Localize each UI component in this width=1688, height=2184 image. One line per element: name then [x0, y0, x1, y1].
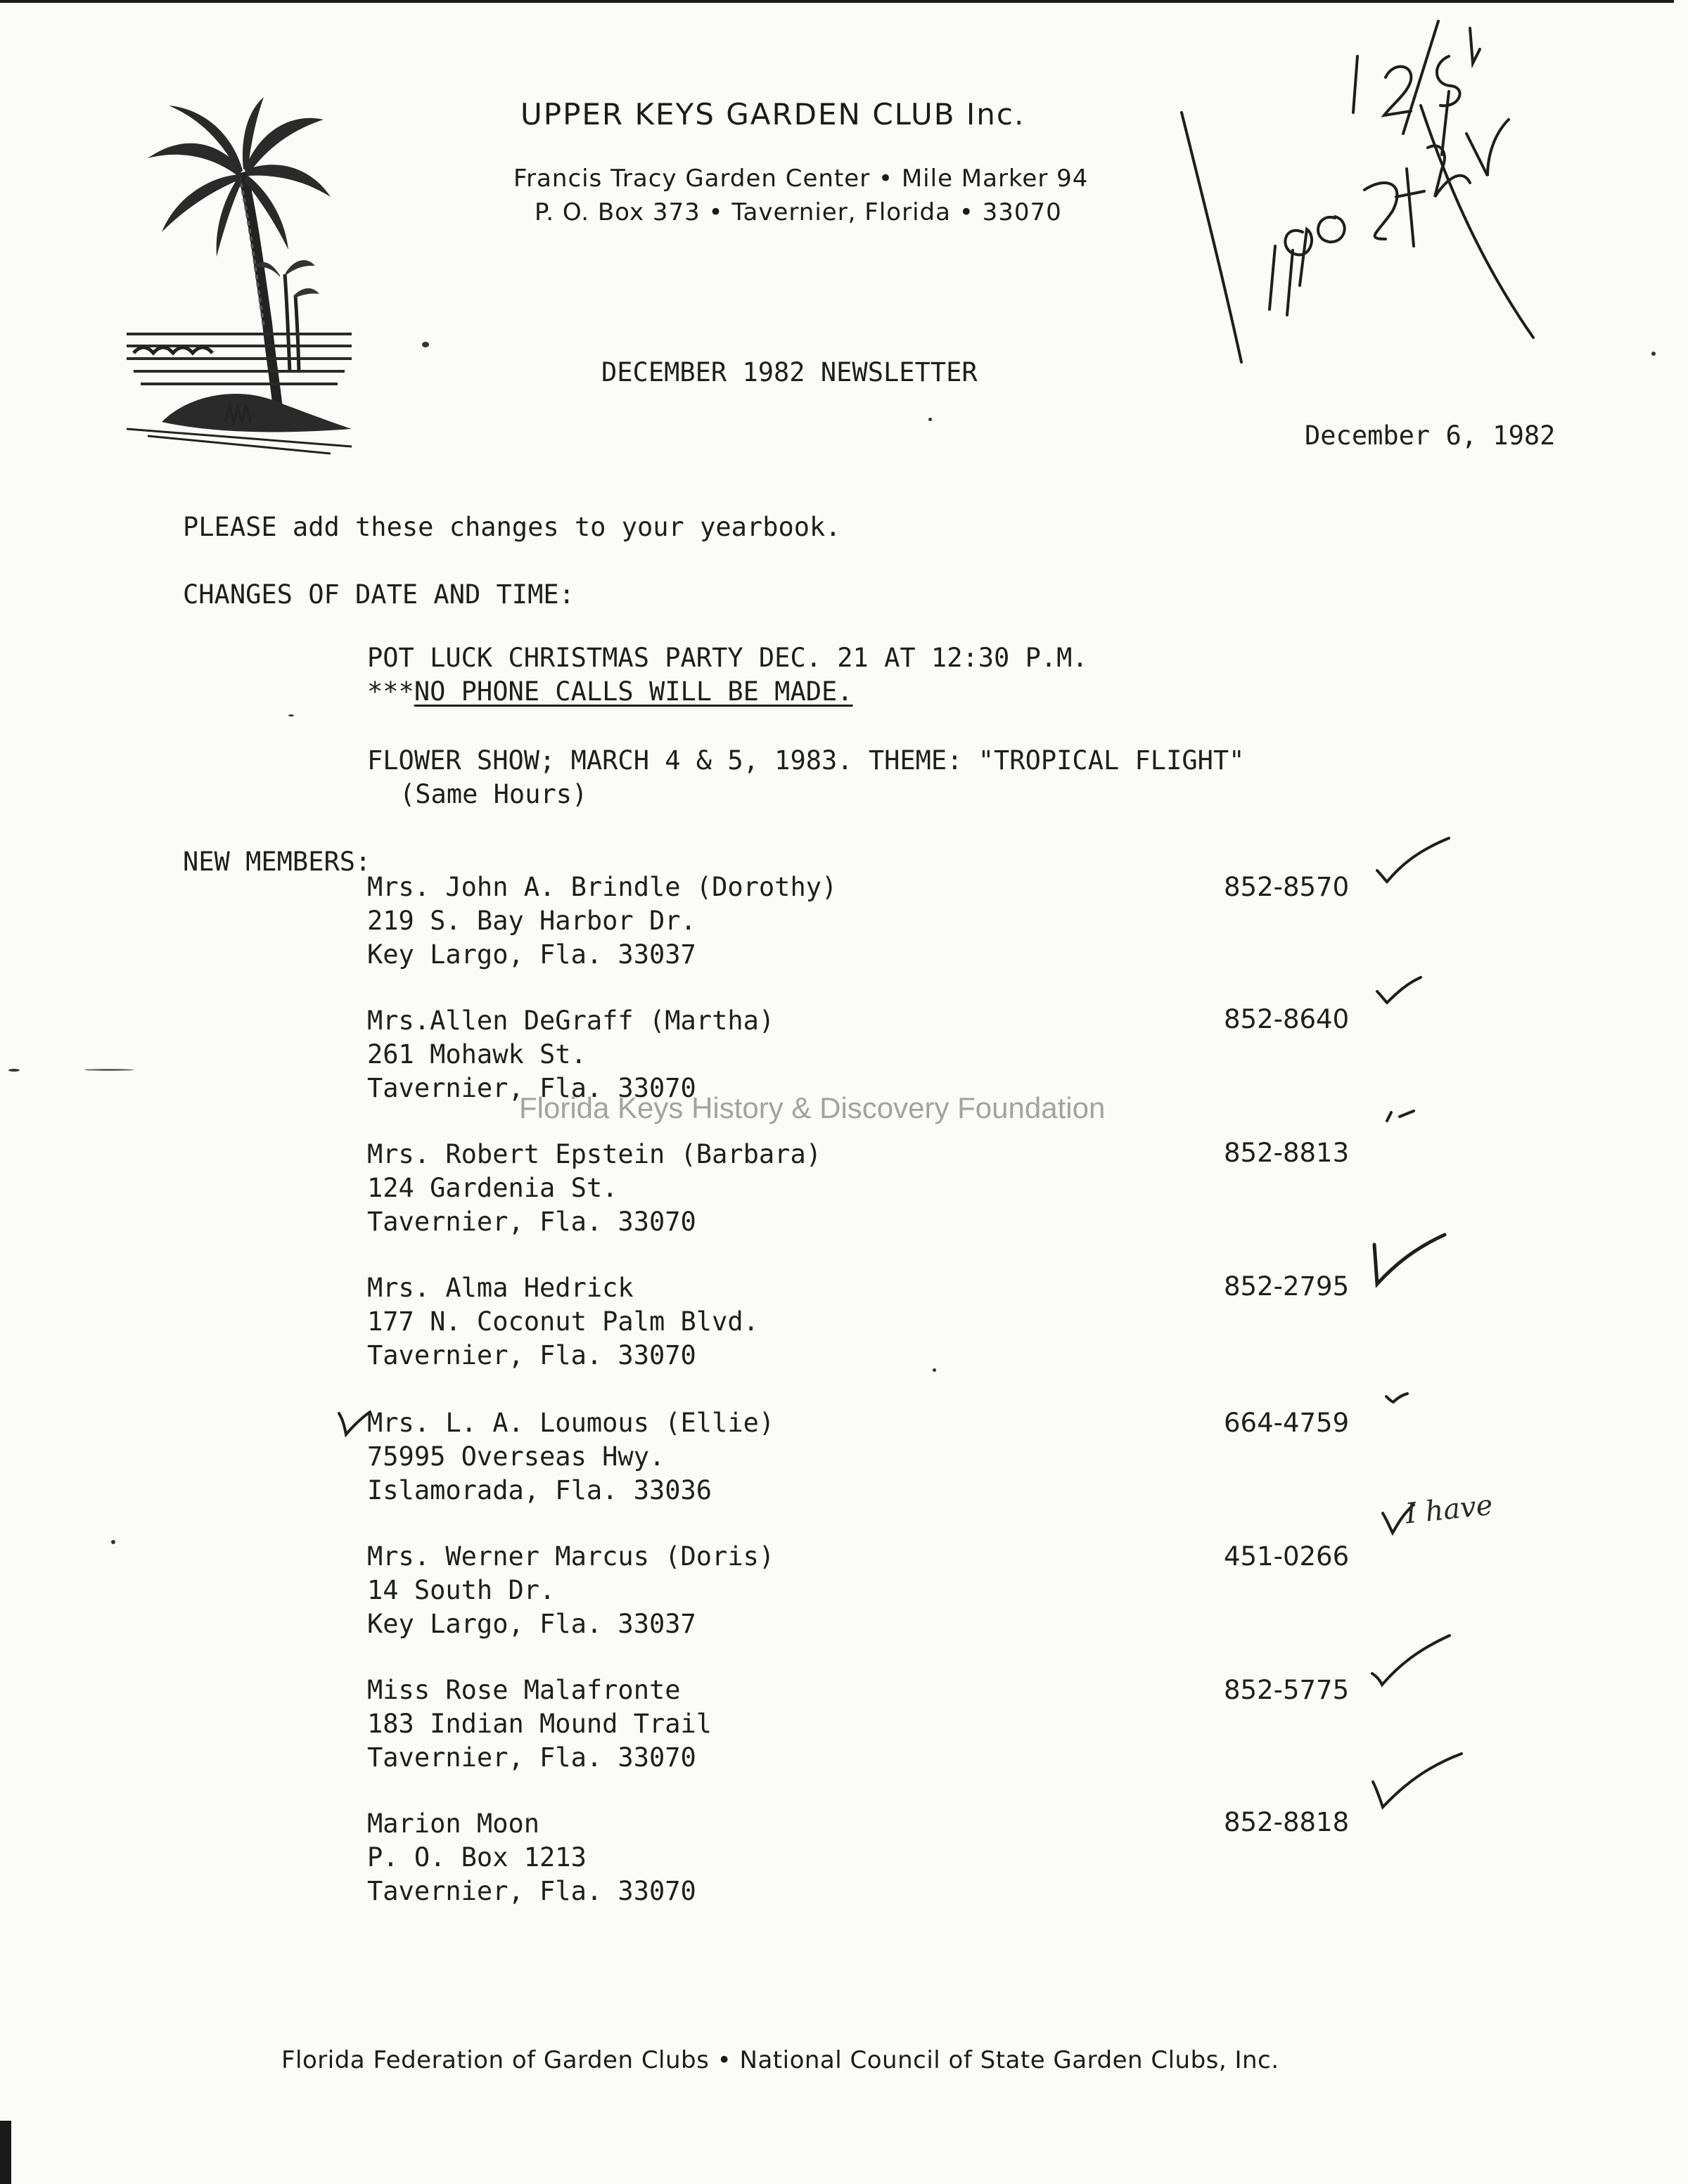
check-mark-icon [1382, 1378, 1424, 1406]
member-entry [367, 1004, 774, 1105]
member-name: Mrs. John A. Brindle (Dorothy) [367, 872, 838, 902]
member-entry [367, 1674, 712, 1775]
letter-date: December 6, 1982 [1305, 420, 1556, 451]
club-name: UPPER KEYS GARDEN CLUB Inc. [520, 97, 1025, 131]
letterhead-address-line-1: Francis Tracy Garden Center • Mile Marker 94 [513, 165, 1089, 193]
member-entry [367, 871, 837, 972]
member-city: Tavernier, Fla. 33070 [367, 1207, 696, 1237]
member-name: Mrs. Alma Hedrick [367, 1273, 634, 1303]
member-city: Key Largo, Fla. 33037 [367, 939, 696, 970]
check-mark-icon [1364, 1231, 1463, 1294]
member-entry [367, 1271, 759, 1373]
member-city: Tavernier, Fla. 33070 [367, 1742, 696, 1773]
member-name: Marion Moon [367, 1809, 540, 1839]
asterisks: *** [367, 676, 414, 707]
intro-line: PLEASE add these changes to your yearbook. [183, 512, 841, 542]
member-street: 14 South Dr. [367, 1575, 556, 1605]
member-name: Mrs. L. A. Loumous (Ellie) [367, 1408, 775, 1438]
footer-affiliations: Florida Federation of Garden Clubs • National Council of State Garden Clubs, Inc. [281, 2046, 1279, 2074]
handwritten-annotation-top-right [1153, 14, 1547, 380]
no-phone-calls-line [367, 676, 853, 707]
member-entry [367, 1138, 821, 1239]
member-street: 219 S. Bay Harbor Dr. [367, 906, 696, 936]
member-city: Tavernier, Fla. 33070 [367, 1876, 696, 1906]
newsletter-title: DECEMBER 1982 NEWSLETTER [601, 357, 978, 387]
member-street: 261 Mohawk St. [367, 1039, 587, 1069]
member-phone: 852-8818 [1224, 1807, 1350, 1837]
same-hours-line: (Same Hours) [399, 779, 588, 809]
check-mark-icon [336, 1406, 371, 1437]
member-phone: 852-8813 [1224, 1138, 1350, 1168]
member-name: Miss Rose Malafronte [367, 1675, 681, 1705]
check-mark-icon [1372, 1097, 1456, 1139]
member-entry [367, 1406, 774, 1508]
member-name: Mrs. Robert Epstein (Barbara) [367, 1139, 822, 1169]
check-mark-icon [1372, 837, 1456, 893]
check-mark-icon [1361, 1631, 1459, 1695]
scan-speck [8, 1069, 20, 1072]
scan-speck [111, 1540, 115, 1544]
scan-speck [422, 342, 429, 347]
member-street: 183 Indian Mound Trail [367, 1709, 712, 1739]
check-mark-icon [1364, 1751, 1470, 1821]
member-phone: 451-0266 [1224, 1541, 1350, 1572]
member-city: Tavernier, Fla. 33070 [367, 1073, 696, 1103]
new-members-heading: NEW MEMBERS: [183, 847, 371, 877]
scan-speck [1651, 352, 1656, 356]
scan-speck [84, 1069, 134, 1071]
watermark: Florida Keys History & Discovery Foundation [519, 1091, 1106, 1124]
member-name: Mrs. Werner Marcus (Doris) [367, 1541, 775, 1572]
member-city: Key Largo, Fla. 33037 [367, 1609, 696, 1639]
changes-heading: CHANGES OF DATE AND TIME: [183, 579, 575, 610]
member-city: Islamorada, Fla. 33036 [367, 1475, 712, 1505]
no-phone-calls-text: NO PHONE CALLS WILL BE MADE. [414, 676, 853, 707]
member-street: P. O. Box 1213 [367, 1842, 587, 1873]
flower-show-line: FLOWER SHOW; MARCH 4 & 5, 1983. THEME: "TROPICAL FLIGHT" [367, 745, 1245, 776]
check-mark-icon [1372, 970, 1456, 1013]
member-phone: 852-2795 [1224, 1271, 1350, 1302]
member-city: Tavernier, Fla. 33070 [367, 1340, 696, 1370]
member-phone: 664-4759 [1224, 1408, 1350, 1438]
member-entry [367, 1807, 696, 1908]
top-edge-line [0, 0, 1674, 3]
member-street: 75995 Overseas Hwy. [367, 1441, 665, 1472]
scan-speck [933, 1368, 936, 1372]
scan-edge-mark [0, 2121, 11, 2184]
member-name: Mrs.Allen DeGraff (Martha) [367, 1006, 775, 1036]
palm-tree-logo [120, 91, 359, 457]
scan-speck [928, 418, 932, 421]
handwritten-note: I have [1403, 1489, 1495, 1531]
member-phone: 852-5775 [1224, 1675, 1350, 1705]
scan-speck [288, 714, 294, 717]
member-street: 124 Gardenia St. [367, 1173, 618, 1203]
member-street: 177 N. Coconut Palm Blvd. [367, 1306, 759, 1337]
letterhead-address-line-2: P. O. Box 373 • Tavernier, Florida • 33070 [535, 198, 1062, 226]
member-phone: 852-8570 [1224, 872, 1350, 902]
member-phone: 852-8640 [1224, 1004, 1350, 1034]
member-entry [367, 1540, 774, 1641]
potluck-party-line: POT LUCK CHRISTMAS PARTY DEC. 21 AT 12:30 P.M. [367, 643, 1088, 673]
